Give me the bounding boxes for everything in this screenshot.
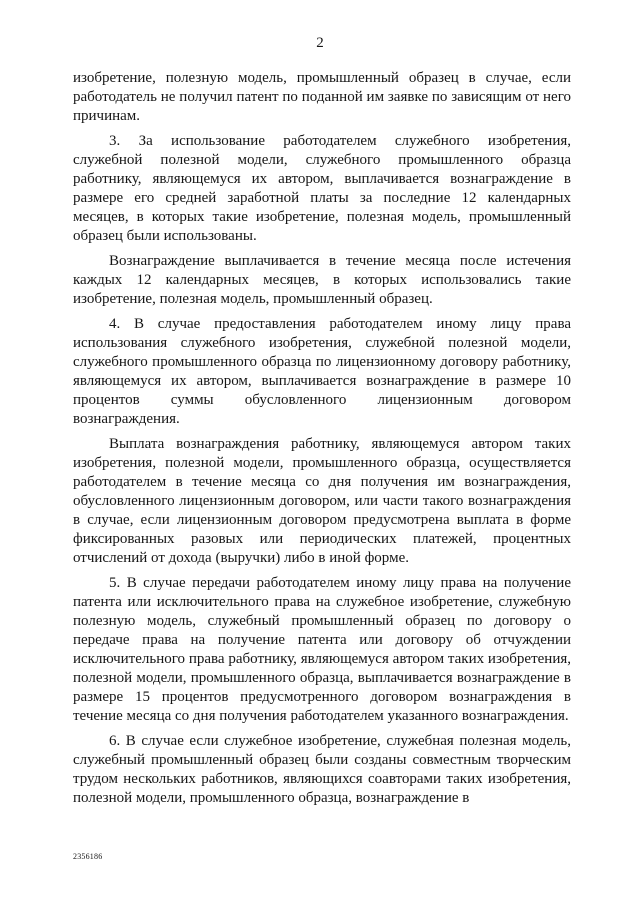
paragraph-continuation: изобретение, полезную модель, промышленный образец в случае, если работодатель не получил патент по поданной им заявке по зависящим от него причинам. — [73, 70, 571, 124]
paragraph-item-5: 5. В случае передачи работодателем иному лицу права на получение патента или исключительного права на служебное изобретение, служебную полезную модель, служебный промышленный образец по договору о передаче права на получение патента или договору об отчуждении исключительного права работнику, являющемуся автором таких изобретения, полезной модели, промышленного образца, выплачивается вознаграждение в размере 15 процентов предусмотренного договором вознаграждения в течение месяца со дня получения работодателем указанного вознаграждения. — [73, 575, 571, 724]
document-id: 2356186 — [73, 852, 103, 861]
paragraph-item-3: 3. За использование работодателем служебного изобретения, служебной полезной модели, служебного промышленного образца работнику, являющемуся их автором, выплачивается вознаграждение в размере его средней заработной платы за последние 12 календарных месяцев, в которых такие изобретение, полезная модель, промышленный образец были использованы. — [73, 133, 571, 244]
paragraph-item-4: 4. В случае предоставления работодателем иному лицу права использования служебного изобретения, служебной полезной модели, служебного промышленного образца по лицензионному договору работнику, являющемуся их автором, выплачивается вознаграждение в размере 10 процентов суммы обусловленного лицензионным договором вознаграждения. — [73, 316, 571, 427]
document-body — [73, 69, 571, 814]
page-number: 2 — [316, 35, 324, 51]
paragraph-item-3-payment-term: Вознаграждение выплачивается в течение месяца после истечения каждых 12 календарных месяцев, в которых использовались такие изобретение, полезная модель, промышленный образец. — [73, 253, 571, 307]
paragraph-item-6: 6. В случае если служебное изобретение, служебная полезная модель, служебный промышленный образец были созданы совместным творческим трудом нескольких работников, являющихся соавторами таких изобретения, полезной модели, промышленного образца, вознаграждение в — [73, 733, 571, 806]
paragraph-item-4-payment-term: Выплата вознаграждения работнику, являющемуся автором таких изобретения, полезной модели, промышленного образца, осуществляется работодателем в течение месяца со дня получения им вознаграждения, обусловленного лицензионным договором, или части такого вознаграждения в случае, если лицензионным договором предусмотрена выплата в форме фиксированных разовых или периодических платежей, процентных отчислений от дохода (выручки) либо в иной форме. — [73, 436, 571, 566]
